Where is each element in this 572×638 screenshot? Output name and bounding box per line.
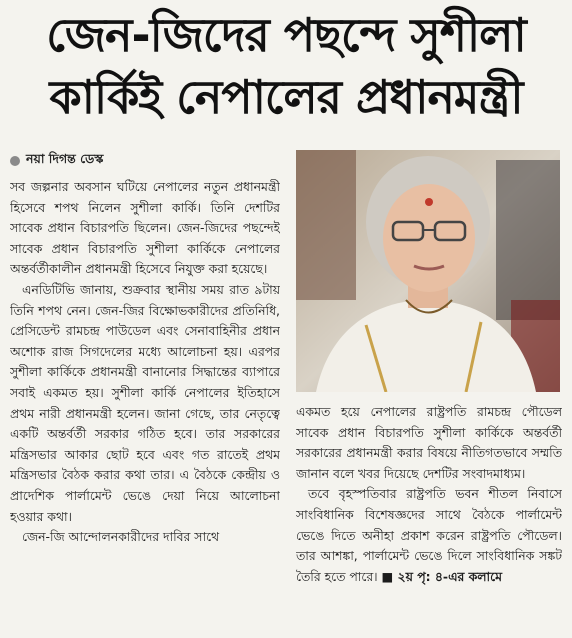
article-paragraph: এনডিটিভি জানায়, শুক্রবার স্থানীয় সময় রাত ৯টায় তিনি শপথ নেন। জেন-জির বিক্ষোভকারীদের প্রতিনিধি, প্রেসিডেন্ট রামচন্দ্র পাউডেল এবং সেনাবাহিনীর প্রধান অশোক রাজ সিগদেলের মধ্যে আলোচনা হয়। এরপর সুশীলা কার্কিকে প্রধানমন্ত্রী বানানোর সিদ্ধান্তের ব্যাপারে সবাই একমত হয়। সুশীলা কার্কি নেপালের ইতিহাসে প্রথম নারী প্রধানমন্ত্রী হলেন। জানা গেছে, তার নেতৃত্বে একটি অন্তর্বর্তী সরকার গঠিত হবে। তার সরকারের মন্ত্রিসভার আকার ছোট হবে এবং গত রাতেই প্রথম মন্ত্রিসভার বৈঠক করার কথা তার। এ বৈঠকে কেন্দ্রীয় ও প্রাদেশিক পার্লামেন্ট ভেঙে দেয়া নিয়ে আলোচনা হওয়ার কথা। bbox=[10, 281, 280, 524]
headline-line-1: জেন-জিদের পছন্দে সুশীলা bbox=[46, 8, 526, 62]
article-column-right bbox=[296, 402, 562, 634]
continuation-note: ■ ২য় পৃ: ৪-এর কলামে bbox=[381, 568, 502, 584]
headline bbox=[0, 4, 572, 128]
byline-text: নয়া দিগন্ত ডেস্ক bbox=[26, 151, 104, 166]
article-paragraph-text: তবে বৃহস্পতিবার রাষ্ট্রপতি ভবন শীতল নিবাসে সাংবিধানিক বিশেষজ্ঞদের সাথে বৈঠকে পার্লামেন্ট ভেঙে দিতে অনীহা প্রকাশ করেন রাষ্ট্রপতি পৌডেল। তার আশঙ্কা, পার্লামেন্ট ভেঙে দিলে সাংবিধানিক সঙ্কট তৈরি হতে পারে। bbox=[296, 486, 562, 584]
byline bbox=[10, 152, 103, 170]
article-paragraph: একমত হয়ে নেপালের রাষ্ট্রপতি রামচন্দ্র পৌডেল সাবেক প্রধান বিচারপতি সুশীলা কার্কিকে অন্তর্বর্তী সরকারের প্রধানমন্ত্রী করার বিষয়ে নীতিগতভাবে সম্মতি জানান বলে খবর দিয়েছে দেশটির সংবাদমাধ্যম। bbox=[296, 404, 562, 481]
article-column-left bbox=[10, 177, 280, 632]
article-photo bbox=[296, 150, 560, 392]
portrait-image bbox=[296, 150, 560, 392]
article-paragraph bbox=[296, 484, 562, 587]
bullet-icon bbox=[10, 156, 20, 166]
article-paragraph: জেন-জি আন্দোলনকারীদের দাবির সাথে bbox=[22, 529, 220, 545]
headline-line-2: কার্কিই নেপালের প্রধানমন্ত্রী bbox=[49, 70, 523, 124]
article-paragraph: সব জল্পনার অবসান ঘটিয়ে নেপালের নতুন প্রধানমন্ত্রী হিসেবে শপথ নিলেন সুশীলা কার্কি। তিনি দেশটির সাবেক প্রধান বিচারপতি ছিলেন। জেন-জিদের পছন্দেই সাবেক প্রধান বিচারপতি সুশীলা কার্কিকে নেপালের অন্তর্বর্তীকালীন প্রধানমন্ত্রী হিসেবে নিযুক্ত করা হয়েছে। bbox=[10, 179, 280, 277]
